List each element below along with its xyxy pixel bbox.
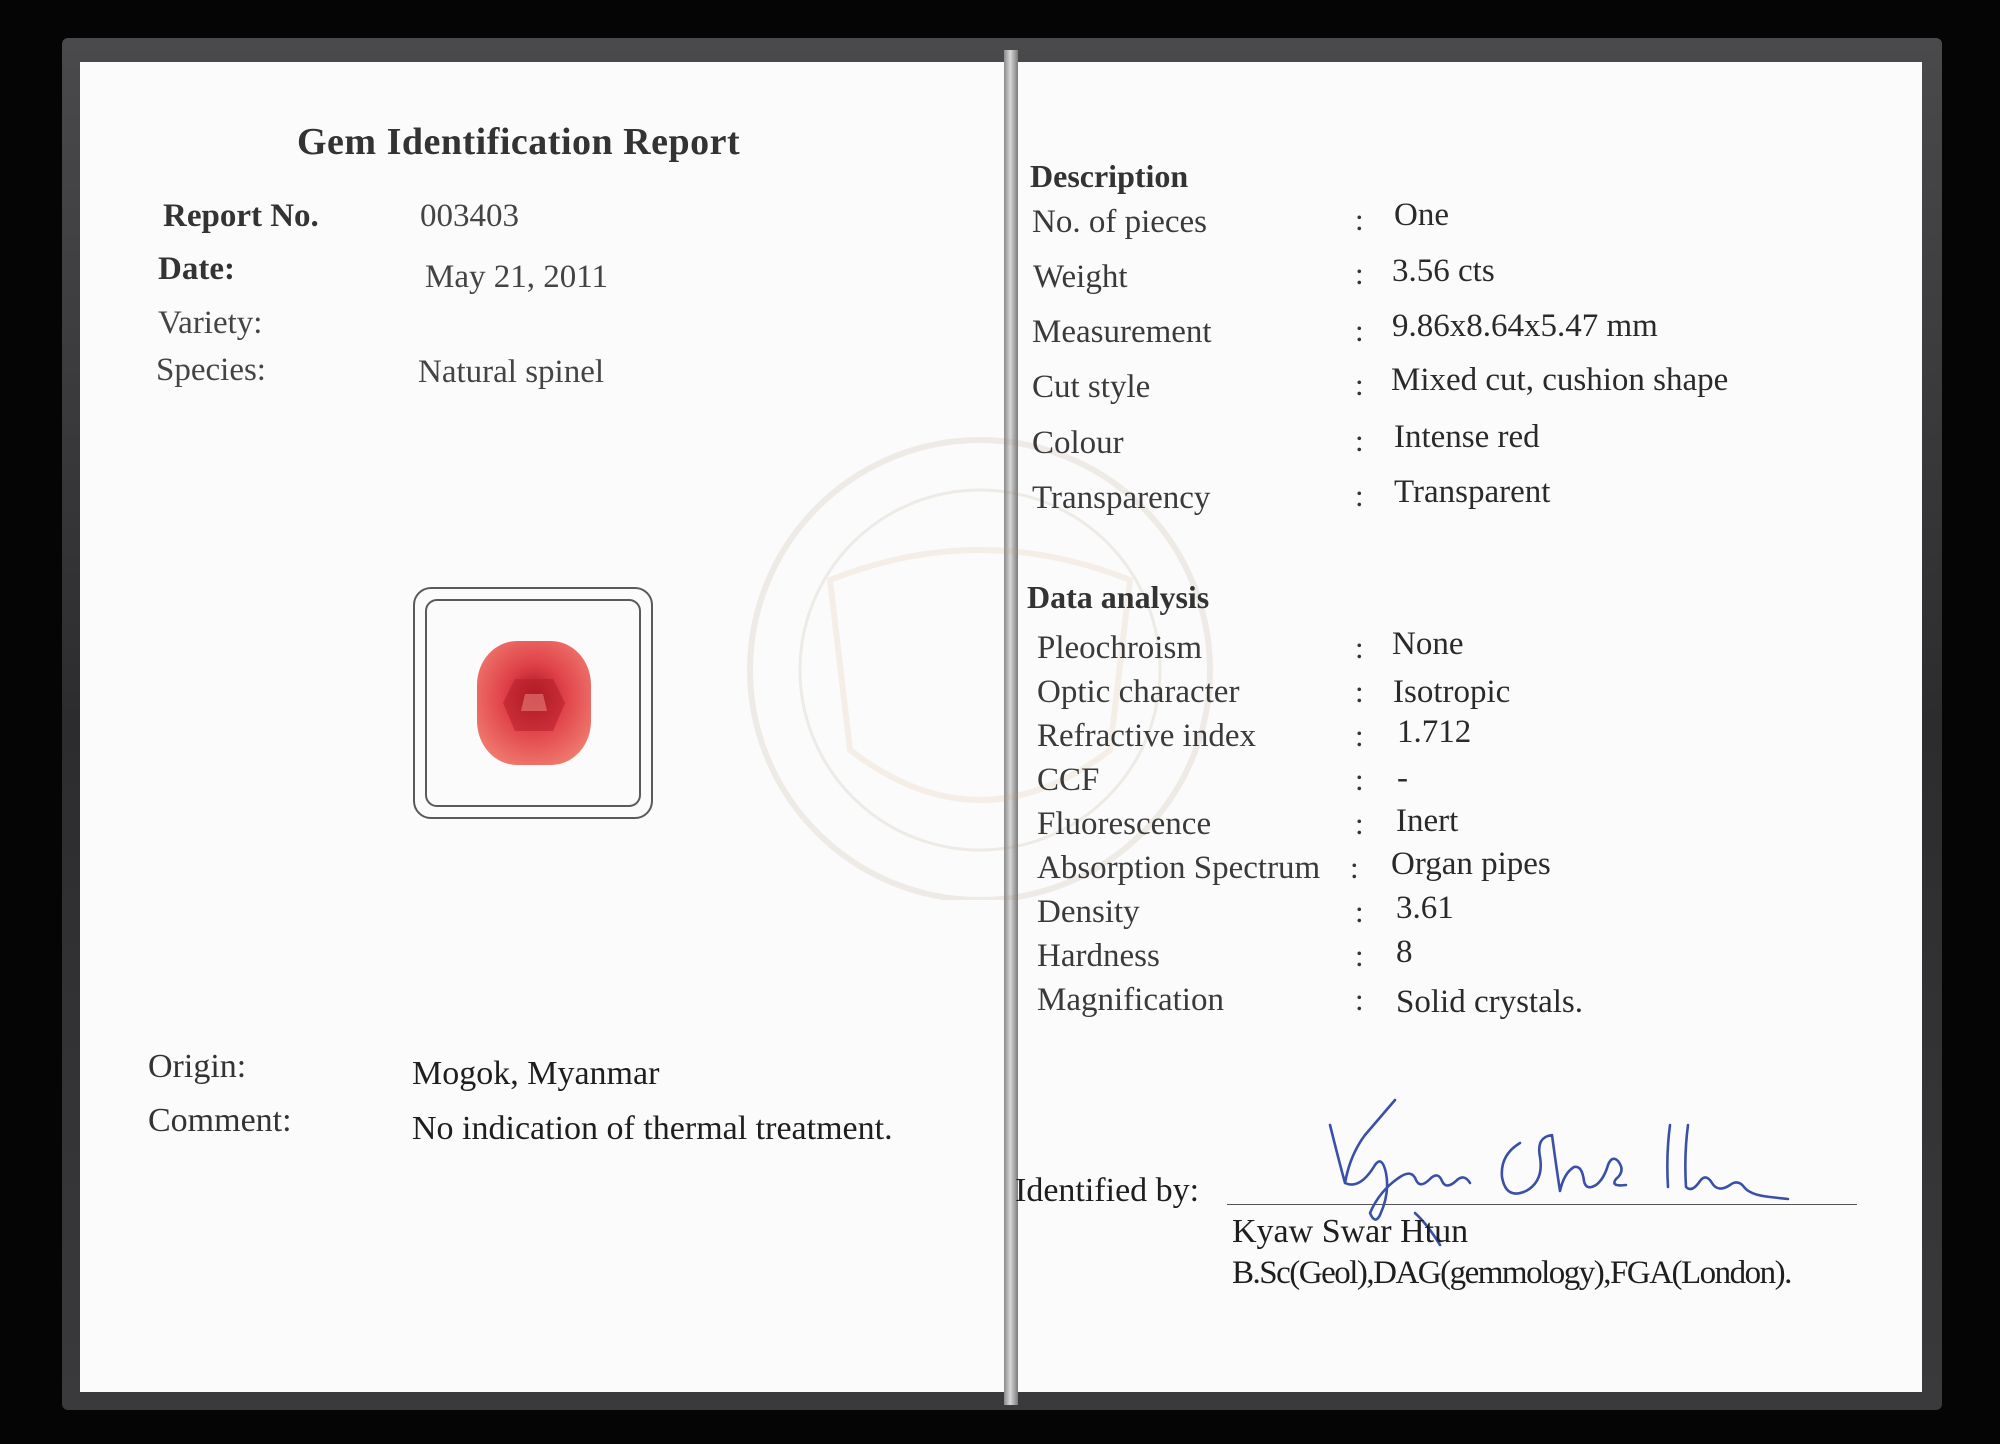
row-value: Isotropic xyxy=(1393,674,1511,710)
row-label: Measurement xyxy=(1032,314,1212,350)
date-value: May 21, 2011 xyxy=(425,259,609,295)
row-colon: : xyxy=(1355,982,1364,1017)
row-value: - xyxy=(1397,760,1408,796)
row-colon: : xyxy=(1355,313,1364,348)
identifier-name: Kyaw Swar Htun xyxy=(1232,1213,1469,1250)
row-colon: : xyxy=(1355,202,1364,237)
row-label: Fluorescence xyxy=(1037,806,1212,842)
row-colon: : xyxy=(1355,256,1364,291)
gem-photo-frame xyxy=(413,587,653,819)
row-value: Transparent xyxy=(1394,474,1551,510)
row-colon: : xyxy=(1355,762,1364,797)
species-value: Natural spinel xyxy=(418,354,605,390)
report-title: Gem Identification Report xyxy=(297,121,741,163)
row-label: Transparency xyxy=(1032,480,1211,516)
row-label: Weight xyxy=(1033,259,1128,295)
report-no-value: 003403 xyxy=(420,198,519,234)
origin-label: Origin: xyxy=(148,1048,247,1085)
row-colon: : xyxy=(1355,938,1364,973)
row-label: Refractive index xyxy=(1037,718,1256,754)
description-heading: Description xyxy=(1030,158,1189,194)
analysis-heading: Data analysis xyxy=(1027,579,1210,615)
row-label: Hardness xyxy=(1037,938,1160,974)
row-value: 1.712 xyxy=(1397,714,1472,750)
comment-value: No indication of thermal treatment. xyxy=(412,1110,893,1147)
row-colon: : xyxy=(1355,718,1364,753)
row-value: One xyxy=(1394,197,1449,233)
row-colon: : xyxy=(1350,850,1359,885)
row-label: Density xyxy=(1037,894,1140,930)
species-label: Species: xyxy=(156,352,266,388)
row-colon: : xyxy=(1355,367,1364,402)
identifier-credentials: B.Sc(Geol),DAG(gemmology),FGA(London). xyxy=(1232,1255,1791,1291)
report-no-label: Report No. xyxy=(163,198,319,234)
row-colon: : xyxy=(1355,894,1364,929)
identified-by-label: Identified by: xyxy=(1015,1172,1200,1209)
row-value: 3.61 xyxy=(1396,890,1454,926)
row-value: Intense red xyxy=(1394,419,1540,455)
row-value: Solid crystals. xyxy=(1396,984,1583,1020)
row-colon: : xyxy=(1355,806,1364,841)
row-value: 9.86x8.64x5.47 mm xyxy=(1392,308,1658,344)
row-label: CCF xyxy=(1037,762,1100,798)
row-value: Inert xyxy=(1396,803,1459,839)
row-label: Absorption Spectrum xyxy=(1037,850,1321,886)
row-label: Colour xyxy=(1032,425,1124,461)
comment-label: Comment: xyxy=(148,1102,292,1139)
row-label: Optic character xyxy=(1037,674,1240,710)
row-value: 3.56 cts xyxy=(1392,253,1495,289)
variety-label: Variety: xyxy=(158,305,263,341)
row-label: Pleochroism xyxy=(1037,630,1202,666)
row-value: 8 xyxy=(1396,934,1413,970)
row-label: Magnification xyxy=(1037,982,1224,1018)
gem-photo-icon xyxy=(475,639,593,767)
origin-value: Mogok, Myanmar xyxy=(412,1055,660,1092)
row-label: Cut style xyxy=(1032,369,1151,405)
row-colon: : xyxy=(1355,674,1364,709)
row-colon: : xyxy=(1355,423,1364,458)
row-colon: : xyxy=(1355,630,1364,665)
row-value: None xyxy=(1392,626,1464,662)
date-label: Date: xyxy=(158,251,235,287)
row-value: Organ pipes xyxy=(1391,846,1551,882)
row-label: No. of pieces xyxy=(1032,204,1208,240)
row-value: Mixed cut, cushion shape xyxy=(1391,362,1729,398)
row-colon: : xyxy=(1355,478,1364,513)
